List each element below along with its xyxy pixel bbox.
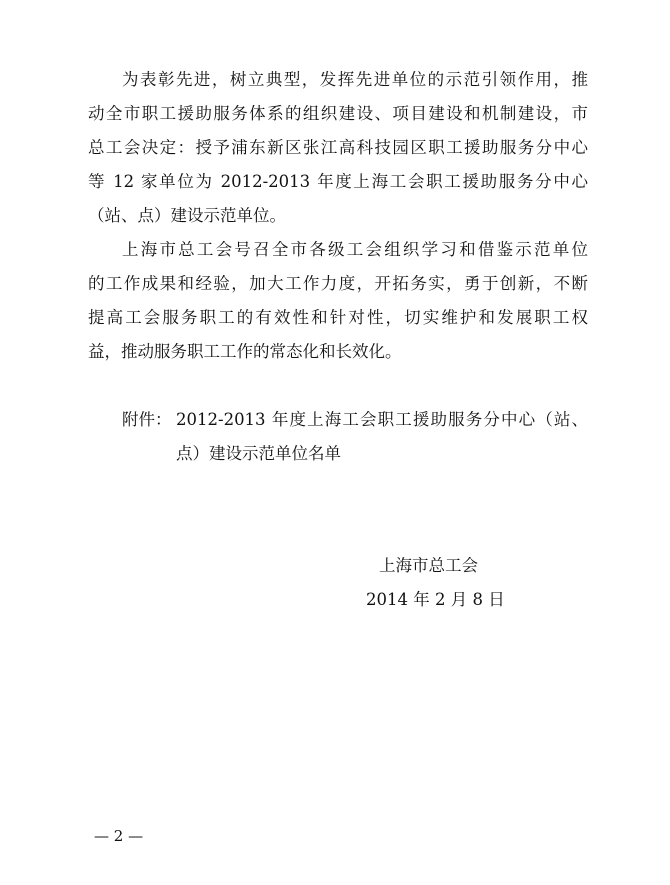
paragraph-line: 总工会决定：授予浦东新区张江高科技园区职工援助服务分中心	[88, 138, 588, 157]
paragraph-line: 的工作成果和经验，加大工作力度，开拓务实，勇于创新，不断	[88, 274, 588, 293]
paragraph-line: （站、点）建设示范单位。	[88, 206, 286, 225]
paragraph-line: 益，推动服务职工工作的常态化和长效化。	[88, 342, 402, 361]
page-number: — 2 —	[94, 827, 144, 845]
paragraph-line: 等 12 家单位为 2012-2013 年度上海工会职工援助服务分中心	[88, 172, 588, 191]
paragraph-line: 为表彰先进，树立典型，发挥先进单位的示范引领作用，推	[122, 70, 588, 89]
paragraph-line: 上海市总工会号召全市各级工会组织学习和借鉴示范单位	[122, 240, 588, 259]
attachment-title: 2012-2013 年度上海工会职工援助服务分中心（站、	[176, 410, 588, 429]
paragraph-line: 提高工会服务职工的有效性和针对性，切实维护和发展职工权	[88, 308, 588, 327]
issue-date: 2014 年 2 月 8 日	[366, 590, 505, 609]
issuing-organization: 上海市总工会	[379, 556, 478, 575]
attachment-label: 附件：	[122, 410, 172, 429]
attachment-title-continued: 点）建设示范单位名单	[176, 444, 341, 463]
paragraph-line: 动全市职工援助服务体系的组织建设、项目建设和机制建设，市	[88, 104, 588, 123]
